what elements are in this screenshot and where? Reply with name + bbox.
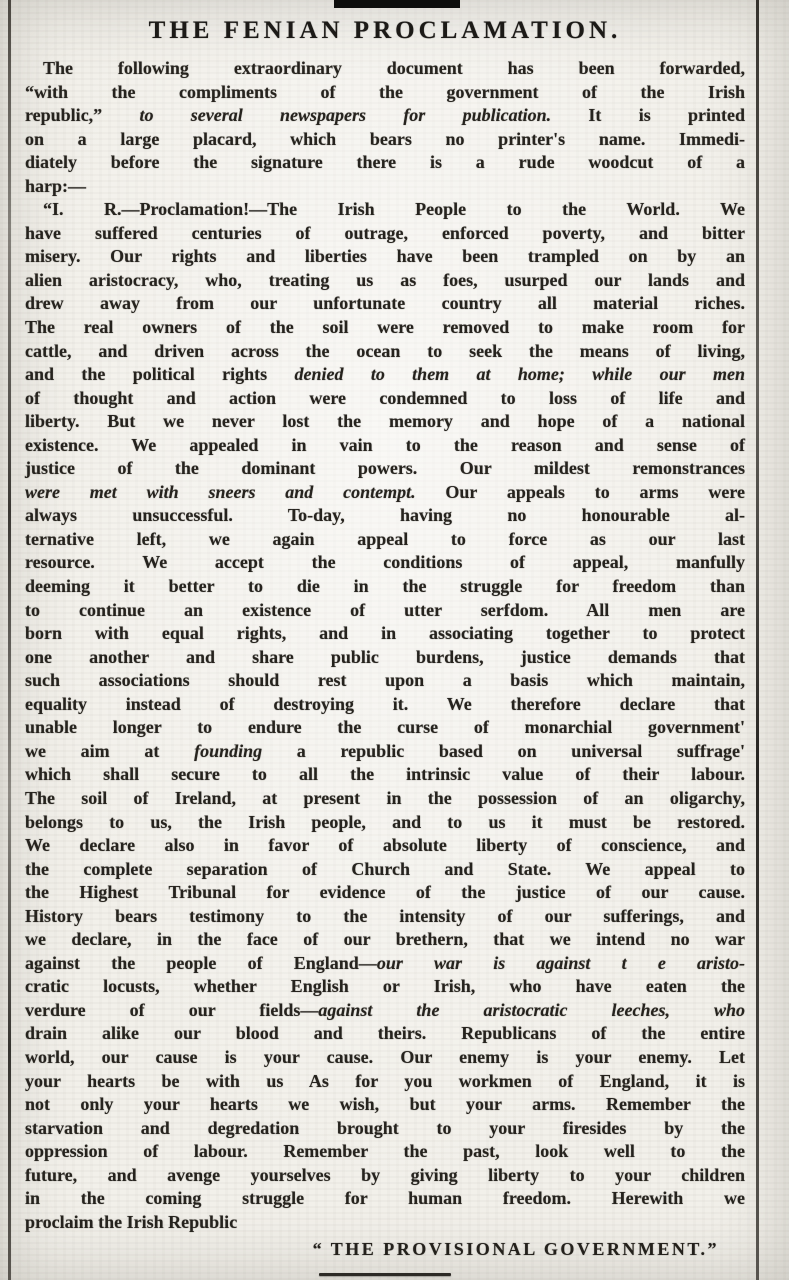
article-column: [25, 0, 745, 1276]
text-line: The real owners of the soil were removed to make room for: [25, 317, 745, 338]
text-line: misery. Our rights and liberties have been trampled on by an: [25, 246, 745, 267]
text-line: we declare, in the face of our brethern, that we intend no war: [25, 929, 745, 950]
text-line: world, our cause is your cause. Our enemy is your enemy. Let: [25, 1046, 745, 1067]
text-line: such associations should rest upon a basis which maintain,: [25, 670, 745, 691]
column-rule-right: [756, 0, 759, 1280]
text-line: History bears testimony to the intensity of our sufferings, and: [25, 905, 745, 926]
text-line: diately before the signature there is a rude woodcut of a: [25, 152, 745, 173]
text-line: existence. We appealed in vain to the reason and sense of: [25, 434, 745, 455]
text-line: republic,” to several newspapers for publication. It is printed: [25, 105, 745, 126]
text-line: against the people of England—our war is against t e aristo-: [25, 952, 746, 973]
text-line: unable longer to endure the curse of monarchial government': [25, 717, 745, 738]
text-line: drew away from our unfortunate country all material riches.: [25, 293, 745, 314]
text-line: we aim at founding a republic based on universal suffrage': [25, 740, 745, 761]
text-line: born with equal rights, and in associating together to protect: [25, 623, 745, 644]
text-line: were met with sneers and contempt. Our appeals to arms were: [25, 481, 745, 502]
text-line: in the coming struggle for human freedom. Herewith we: [25, 1188, 745, 1209]
text-line: one another and share public burdens, justice demands that: [25, 646, 745, 667]
text-line: “with the compliments of the government of the Irish: [25, 81, 745, 102]
end-divider-rule: [319, 1273, 451, 1276]
text-line: justice of the dominant powers. Our mildest remonstrances: [25, 458, 745, 479]
text-line: belongs to us, the Irish people, and to us it must be restored.: [25, 811, 745, 832]
text-line: future, and avenge yourselves by giving liberty to your children: [25, 1164, 745, 1185]
text-line: and the political rights denied to them at home; while our men: [25, 364, 746, 385]
text-line: the complete separation of Church and State. We appeal to: [25, 858, 745, 879]
text-line: not only your hearts we wish, but your arms. Remember the: [25, 1094, 745, 1115]
text-line: equality instead of destroying it. We therefore declare that: [25, 693, 745, 714]
text-line: have suffered centuries of outrage, enforced poverty, and bitter: [25, 222, 745, 243]
intro-paragraph: [25, 57, 745, 198]
text-line: which shall secure to all the intrinsic value of their labour.: [25, 764, 745, 785]
text-line: proclaim the Irish Republic: [25, 1211, 238, 1232]
text-line: liberty. But we never lost the memory and hope of a national: [25, 411, 745, 432]
text-line: the Highest Tribunal for evidence of the justice of our cause.: [25, 882, 745, 903]
text-line: ternative left, we again appeal to force as our last: [25, 528, 745, 549]
text-line: starvation and degredation brought to your firesides by the: [25, 1117, 745, 1138]
text-line: always unsuccessful. To-day, having no honourable al-: [25, 505, 745, 526]
text-line: alien aristocracy, who, treating us as foes, usurped our lands and: [25, 269, 745, 290]
text-line: on a large placard, which bears no printer's name. Immedi-: [25, 128, 745, 149]
text-line: harp:—: [25, 175, 87, 196]
text-line: “I. R.—Proclamation!—The Irish People to the World. We: [43, 199, 745, 220]
proclamation-paragraph: [25, 198, 745, 1234]
text-line: oppression of labour. Remember the past, look well to the: [25, 1141, 745, 1162]
text-line: The following extraordinary document has been forwarded,: [43, 58, 745, 78]
signature-line: “ THE PROVISIONAL GOVERNMENT.”: [312, 1239, 719, 1260]
column-rule-left: [8, 0, 11, 1280]
article-headline: THE FENIAN PROCLAMATION.: [148, 17, 622, 44]
text-line: resource. We accept the conditions of appeal, manfully: [25, 552, 745, 573]
text-line: verdure of our fields—against the aristocratic leeches, who: [25, 999, 745, 1020]
text-line: The soil of Ireland, at present in the possession of an oligarchy,: [25, 787, 745, 808]
text-line: cratic locusts, whether English or Irish, who have eaten the: [25, 976, 745, 997]
text-line: your hearts be with us As for you workmen of England, it is: [25, 1070, 745, 1091]
text-line: drain alike our blood and theirs. Republicans of the entire: [25, 1023, 745, 1044]
text-line: to continue an existence of utter serfdom. All men are: [25, 599, 745, 620]
text-line: We declare also in favor of absolute liberty of conscience, and: [25, 835, 745, 856]
text-line: cattle, and driven across the ocean to seek the means of living,: [25, 340, 745, 361]
text-line: deeming it better to die in the struggle for freedom than: [25, 576, 745, 597]
text-line: of thought and action were condemned to loss of life and: [25, 387, 745, 408]
